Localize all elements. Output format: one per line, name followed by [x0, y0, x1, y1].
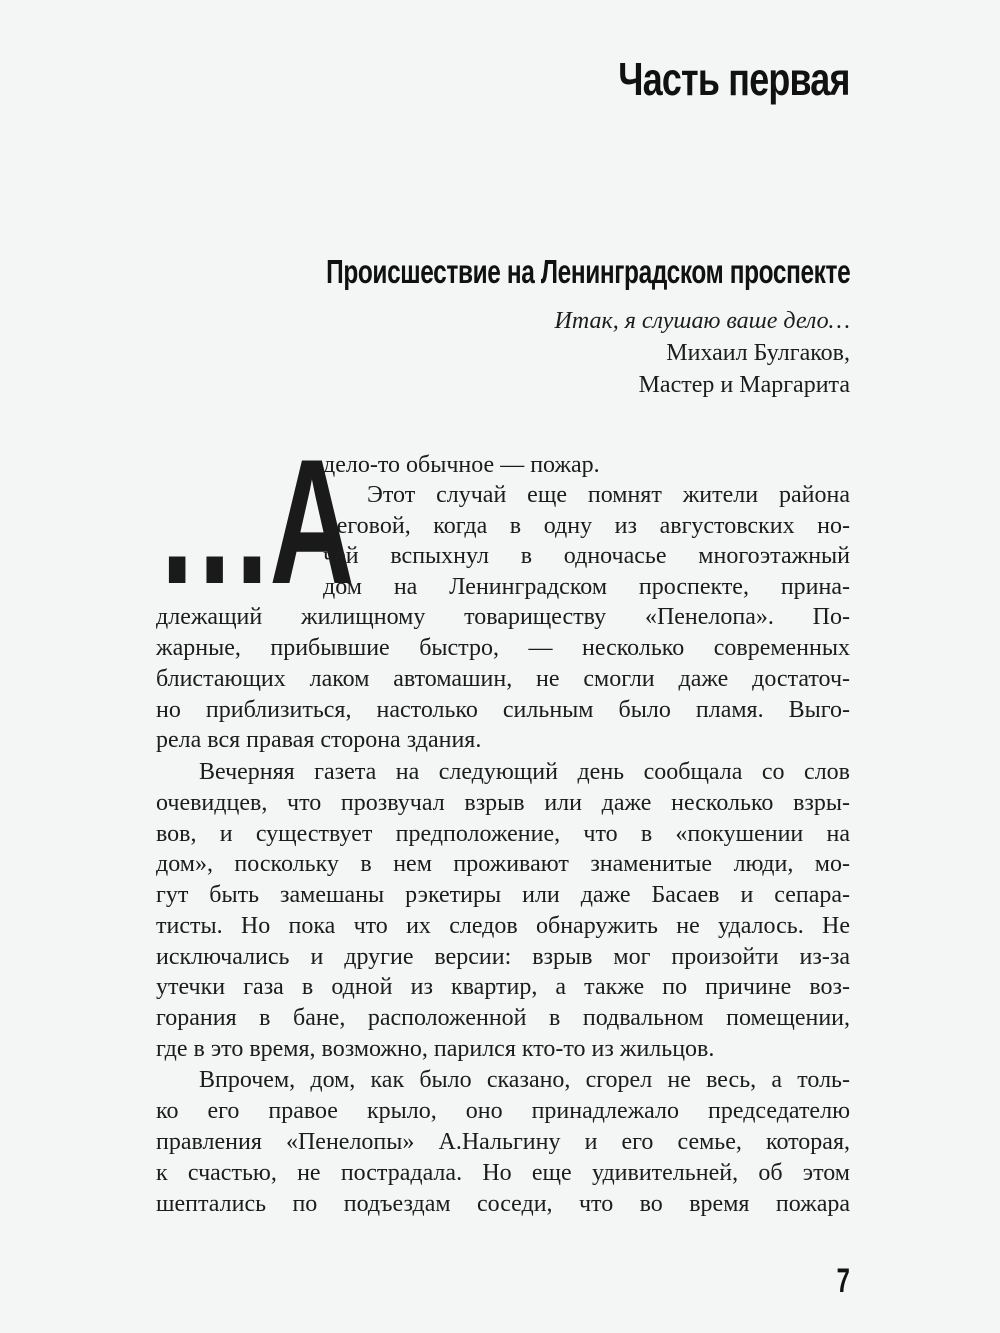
- text-line: чей вспыхнул в одночасье многоэтажный: [323, 543, 850, 569]
- text-line: ко его правое крыло, оно принадлежало председателю: [156, 1098, 850, 1124]
- text-line: но приблизиться, настолько сильным было пламя. Выго-: [156, 697, 850, 723]
- text-line: блистающих лаком автомашин, не смогли даже достаточ-: [156, 666, 850, 692]
- epigraph-source: Мастер и Маргарита: [638, 372, 850, 398]
- text-line: к счастью, не пострадала. Но еще удивительней, об этом: [156, 1160, 850, 1186]
- part-title: Часть первая: [618, 53, 850, 105]
- drop-cap: …А: [156, 422, 351, 621]
- epigraph-author: Михаил Булгаков,: [666, 340, 850, 366]
- text-line: дело-то обычное — пожар.: [323, 452, 600, 478]
- text-line: очевидцев, что прозвучал взрыв или даже несколько взры-: [156, 790, 850, 816]
- text-line: шептались по подъездам соседи, что во время пожара: [156, 1191, 850, 1217]
- text-line: Беговой, когда в одну из августовских но-: [323, 513, 850, 539]
- epigraph-quote: Итак, я слушаю ваше дело…: [554, 308, 850, 334]
- text-line: длежащий жилищному товариществу «Пенелопа». По-: [156, 604, 850, 630]
- page-number: 7: [836, 1262, 850, 1300]
- chapter-title: Происшествие на Ленинградском проспекте: [325, 253, 850, 290]
- text-line: дом», поскольку в нем проживают знаменитые люди, мо-: [156, 851, 850, 877]
- text-line: дом на Ленинградском проспекте, прина-: [323, 574, 850, 600]
- text-line: где в это время, возможно, парился кто-то из жильцов.: [156, 1036, 715, 1062]
- text-line: исключались и другие версии: взрыв мог произойти из-за: [156, 944, 850, 970]
- text-line: Впрочем, дом, как было сказано, сгорел не весь, а толь-: [199, 1067, 850, 1093]
- epigraph: [555, 305, 850, 401]
- text-line: жарные, прибывшие быстро, — несколько современных: [156, 635, 850, 661]
- text-line: утечки газа в одной из квартир, а также по причине воз-: [156, 974, 850, 1000]
- text-line: тисты. Но пока что их следов обнаружить не удалось. Не: [156, 913, 850, 939]
- text-line: горания в бане, расположенной в подвальном помещении,: [156, 1005, 850, 1031]
- text-line: правления «Пенелопы» А.Нальгину и его семье, которая,: [156, 1129, 850, 1155]
- text-line: Этот случай еще помнят жители района: [367, 482, 850, 508]
- text-line: Вечерняя газета на следующий день сообщала со слов: [199, 759, 850, 785]
- text-line: вов, и существует предположение, что в «покушении на: [156, 821, 850, 847]
- text-line: гут быть замешаны рэкетиры или даже Басаев и сепара-: [156, 882, 850, 908]
- text-line: рела вся правая сторона здания.: [156, 727, 482, 753]
